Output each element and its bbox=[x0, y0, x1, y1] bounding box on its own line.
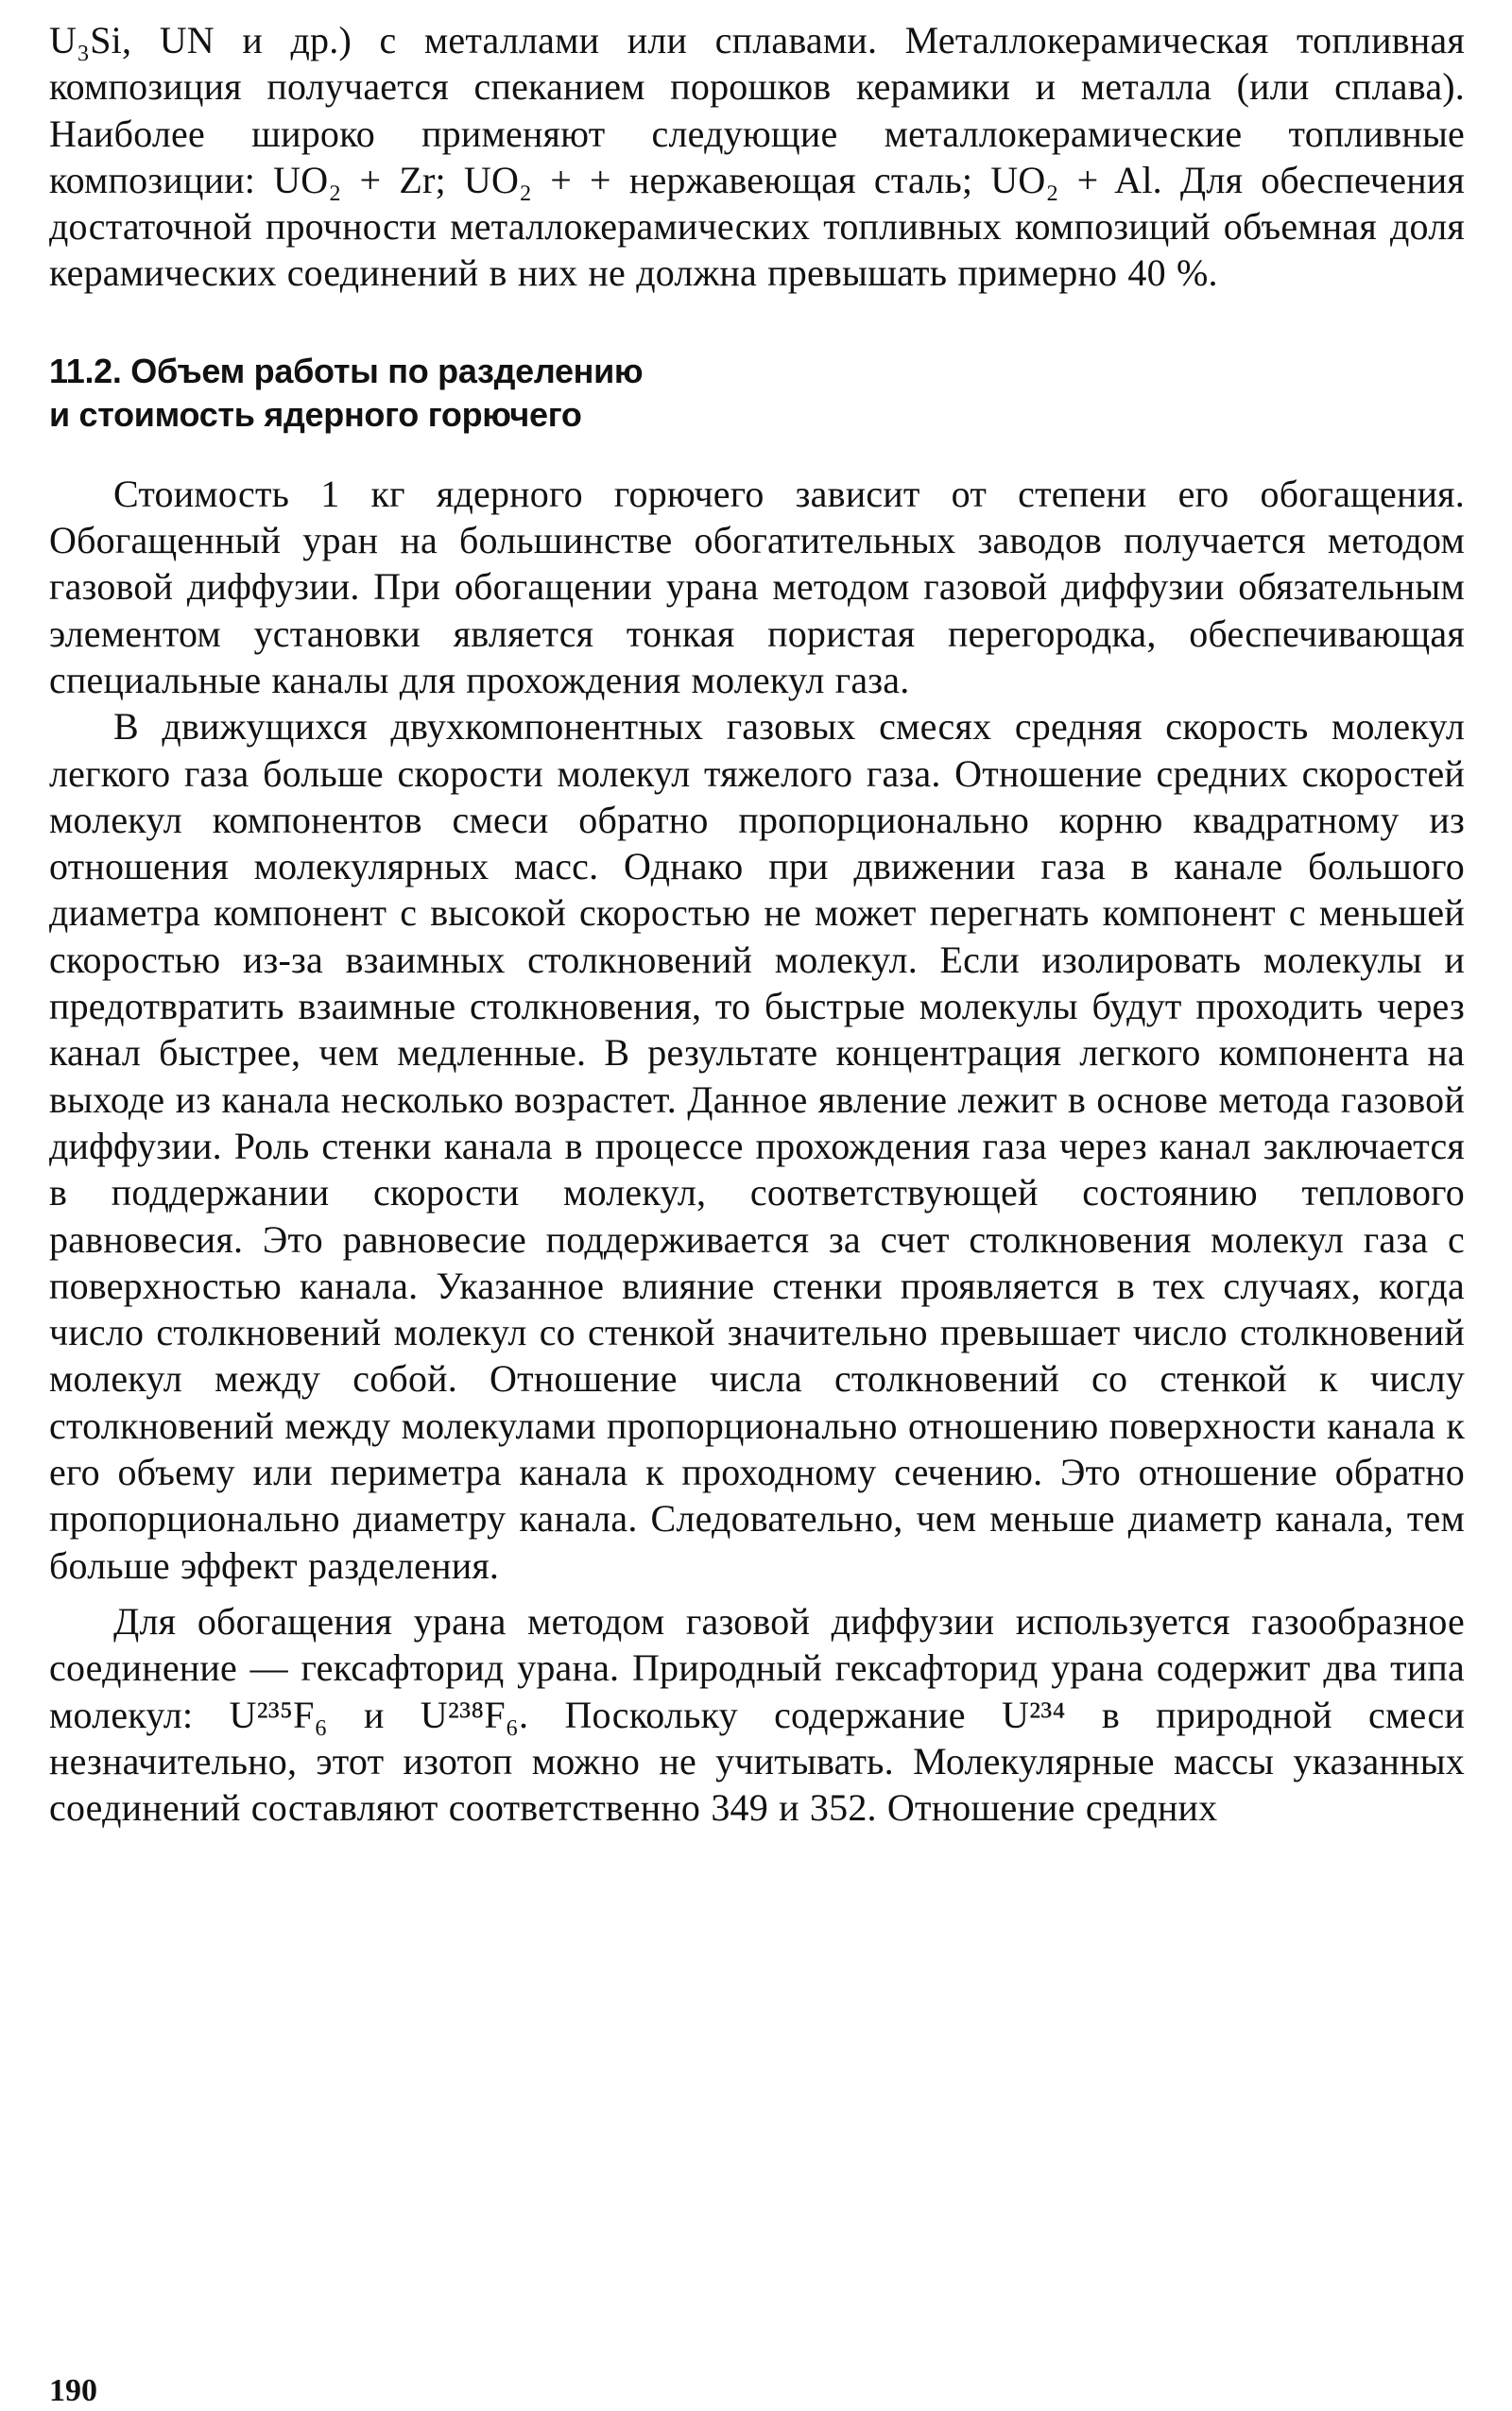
intro-paragraph: U₃Si, UN и др.) с металлами или сплавами. Металлокерамическая топливная композиция получается спеканием порошков керамики и металла (или сплава). Наиболее широко применяют следующие металлокерамические топливные композиции: UO₂ + Zr; UO₂ + + нержавеющая сталь; UO₂ + Al. Для обеспечения достаточной прочности металлокерамических топливных композиций объемная доля керамических соединений в них не должна превышать примерно 40 %. bbox=[49, 19, 1465, 295]
body-paragraph-1: Стоимость 1 кг ядерного горючего зависит от степени его обогащения. Обогащенный уран на большинстве обогатительных заводов получается методом газовой диффузии. При обогащении урана методом газовой диффузии обязательным элементом установки является тонкая пористая перегородка, обеспечивающая специальные каналы для прохождения молекул газа. bbox=[49, 472, 1465, 701]
body-paragraph-2: В движущихся двухкомпонентных газовых смесях средняя скорость молекул легкого газа больше скорости молекул тяжелого газа. Отношение средних скоростей молекул компонентов смеси обратно пропорционально корню квадратному из отношения молекулярных масс. Однако при движении газа в канале большого диаметра компонент с высокой скоростью не может перегнать компонент с меньшей скоростью из-за взаимных столкновений молекул. Если изолировать молекулы и предотвратить взаимные столкновения, то быстрые молекулы будут проходить через канал быстрее, чем медленные. В результате концентрация легкого компонента на выходе из канала несколько возрастет. Данное явление лежит в основе метода газовой диффузии. Роль стенки канала в процессе прохождения газа через канал заключается в поддержании скорости молекул, соответствующей состоянию теплового равновесия. Это равновесие поддерживается за счет столкновения молекул газа с поверхностью канала. Указанное влияние стенки проявляется в тех случаях, когда число столкновений молекул со стенкой значительно превышает число столкновений молекул между собой. Отношение числа столкновений со стенкой к числу столкновений между молекулами пропорционально отношению поверхности канала к его объему или периметра канала к проходному сечению. Это отношение обратно пропорционально диаметру канала. Следовательно, чем меньше диаметр канала, тем больше эффект разделения. bbox=[49, 705, 1465, 1587]
section-heading-line-2: и стоимость ядерного горючего bbox=[49, 394, 582, 434]
page-number: 190 bbox=[49, 2373, 97, 2408]
section-heading bbox=[49, 350, 1465, 437]
section-heading-line-1: 11.2. Объем работы по разделению bbox=[49, 351, 644, 390]
body-paragraph-3: Для обогащения урана методом газовой диффузии используется газообразное соединение — гексафторид урана. Природный гексафторид урана содержит два типа молекул: U²³⁵F₆ и U²³⁸F₆. Поскольку содержание U²³⁴ в природной смеси незначительно, этот изотоп можно не учитывать. Молекулярные массы указанных соединений составляют соответственно 349 и 352. Отношение средних bbox=[49, 1599, 1465, 1830]
paragraph-gap bbox=[49, 1589, 1465, 1598]
